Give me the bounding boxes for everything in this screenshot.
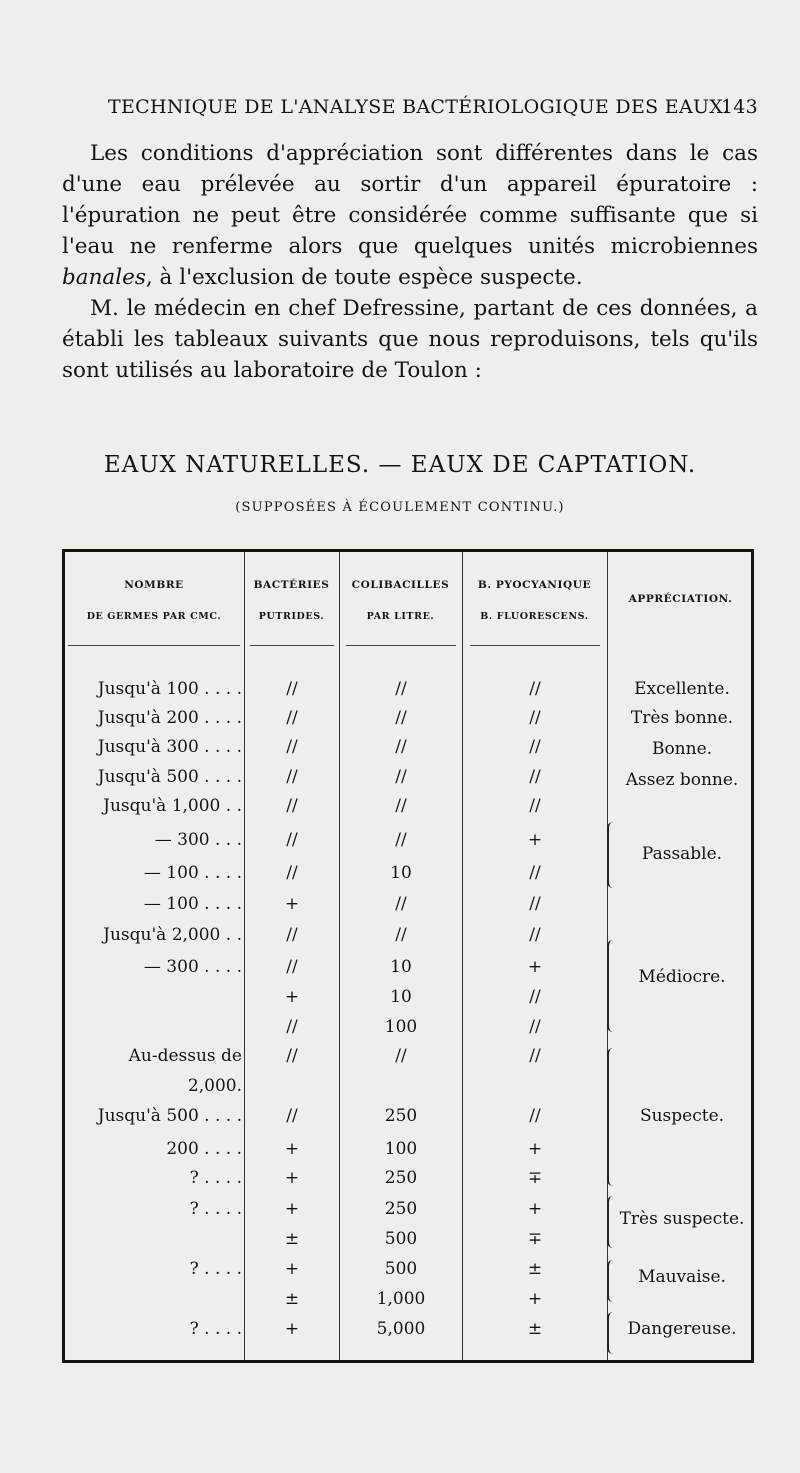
group-brace (607, 1048, 615, 1186)
table-cell-germes: Jusqu'à 200 . . . . (97, 708, 242, 728)
header-coli-line2: PAR LITRE. (366, 611, 435, 622)
group-brace (607, 822, 615, 888)
table-cell-coli: 250 (384, 1199, 418, 1219)
table-cell-coli: 5,000 (376, 1319, 426, 1339)
table-cell-pyo: // (529, 925, 541, 945)
header-pyocyanique (462, 578, 607, 624)
table-cell-germes: ? . . . . (189, 1199, 242, 1219)
appreciation-label: Dangereuse. (627, 1319, 737, 1339)
table-subtitle: (SUPPOSÉES À ÉCOULEMENT CONTINU.) (235, 500, 565, 515)
table-cell-coli: 250 (384, 1106, 418, 1126)
table-cell-putrides: + (284, 987, 300, 1007)
table-cell-germes: Jusqu'à 100 . . . . (97, 679, 242, 699)
header-rule (346, 645, 456, 646)
table-cell-putrides: // (286, 1106, 298, 1126)
header-rule (250, 645, 334, 646)
table-cell-putrides: // (286, 925, 298, 945)
table-cell-germes: — 100 . . . . (143, 894, 242, 914)
table-cell-putrides: // (286, 679, 298, 699)
header-putrides-line2: PUTRIDES. (258, 611, 325, 622)
table-cell-germes: Jusqu'à 1,000 . . (103, 796, 242, 816)
appreciation-label: Passable. (641, 844, 723, 864)
table-cell-coli: // (395, 925, 407, 945)
table-cell-germes: ? . . . . (189, 1259, 242, 1279)
table-cell-pyo: // (529, 987, 541, 1007)
table-cell-putrides: // (286, 708, 298, 728)
table-cell-putrides: // (286, 1017, 298, 1037)
table-cell-pyo: + (527, 1289, 543, 1309)
table-cell-pyo: + (527, 1199, 543, 1219)
table-cell-pyo: // (529, 767, 541, 787)
running-title: TECHNIQUE DE L'ANALYSE BACTÉRIOLOGIQUE DES EAUX. (108, 96, 730, 118)
header-coli-line1: COLIBACILLES (351, 579, 450, 591)
table-cell-germes: — 300 . . . . (143, 957, 242, 977)
paragraph-2: M. le médecin en chef Defressine, partant de ces données, a établi les tableaux suivants que nous reproduisons, tels qu'ils sont utilisés au laboratoire de Toulon : (62, 296, 758, 383)
header-appreciation-line1: APPRÉCIATION. (628, 593, 733, 605)
table-cell-coli: 1,000 (376, 1289, 426, 1309)
appreciation-label: Très suspecte. (619, 1209, 745, 1229)
header-pyocyanique-line1: B. PYOCYANIQUE (477, 579, 592, 591)
table-cell-putrides: // (286, 863, 298, 883)
table-cell-pyo: ± (527, 1259, 543, 1279)
header-germes-line2: DE GERMES PAR CMC. (86, 611, 222, 622)
table-cell-germes: Jusqu'à 300 . . . . (97, 737, 242, 757)
table-cell-coli: // (395, 737, 407, 757)
table-cell-coli: 500 (384, 1259, 418, 1279)
table-cell-putrides: // (286, 830, 298, 850)
table-cell-pyo: + (527, 957, 543, 977)
table-cell-putrides: + (284, 1259, 300, 1279)
table-cell-putrides: // (286, 767, 298, 787)
paragraph-1-start: Les conditions d'appréciation sont différentes dans le cas d'une eau prélevée au sortir d'un appareil épuratoire : l'épuration ne peut être considérée comme suffisante que si l'eau ne renferme alors que quelques unités microbiennes (62, 141, 758, 259)
table-cell-pyo: ∓ (527, 1229, 543, 1249)
header-appreciation (607, 592, 754, 606)
table-cell-germes: Jusqu'à 500 . . . . (97, 767, 242, 787)
table-cell-coli: // (395, 679, 407, 699)
table-cell-pyo: // (529, 1106, 541, 1126)
table-cell-pyo: // (529, 708, 541, 728)
header-rule (68, 645, 240, 646)
table-cell-pyo: + (527, 1139, 543, 1159)
appreciation-label: Suspecte. (639, 1106, 725, 1126)
table-cell-germes: Jusqu'à 2,000 . . (103, 925, 242, 945)
table-cell-coli: 10 (390, 863, 412, 883)
table-cell-putrides: + (284, 1319, 300, 1339)
table-cell-pyo: // (529, 894, 541, 914)
table-cell-pyo: // (529, 863, 541, 883)
column-divider (462, 552, 463, 1360)
table-cell-pyo: // (529, 1046, 541, 1066)
table-cell-pyo: // (529, 737, 541, 757)
paragraph-1-emphasis: banales (62, 265, 146, 290)
header-rule (470, 645, 600, 646)
page-number: 143 (720, 96, 758, 118)
table-cell-putrides: // (286, 1046, 298, 1066)
group-brace (607, 940, 615, 1032)
body-text (62, 138, 758, 386)
table-cell-putrides: // (286, 796, 298, 816)
table-cell-putrides: + (284, 1199, 300, 1219)
header-germes (64, 578, 244, 624)
table-cell-germes: 2,000. (187, 1076, 242, 1096)
appreciation-label: Excellente. (634, 679, 730, 699)
group-brace (607, 1196, 615, 1248)
table-cell-pyo: ∓ (527, 1168, 543, 1188)
table-cell-coli: 10 (390, 957, 412, 977)
header-pyocyanique-line2: B. FLUORESCENS. (480, 611, 589, 622)
table-cell-germes: Jusqu'à 500 . . . . (97, 1106, 242, 1126)
table-cell-germes: — 100 . . . . (143, 863, 242, 883)
paragraph-1 (62, 138, 758, 293)
appreciation-label: Assez bonne. (625, 770, 739, 790)
table-cell-putrides: ± (284, 1229, 300, 1249)
table-cell-pyo: // (529, 796, 541, 816)
header-germes-line1: NOMBRE (124, 579, 184, 591)
appreciation-label: Très bonne. (630, 708, 734, 728)
table-cell-germes: Au-dessus de (128, 1046, 242, 1066)
table-cell-germes: — 300 . . . (154, 830, 242, 850)
table-cell-coli: 100 (384, 1139, 418, 1159)
table-cell-pyo: ± (527, 1319, 543, 1339)
table-cell-pyo: // (529, 679, 541, 699)
table-cell-putrides: ± (284, 1289, 300, 1309)
table-cell-coli: 250 (384, 1168, 418, 1188)
table-cell-putrides: // (286, 737, 298, 757)
table-cell-germes: 200 . . . . (166, 1139, 242, 1159)
table-cell-coli: // (395, 708, 407, 728)
table-cell-germes: ? . . . . (189, 1319, 242, 1339)
table-cell-coli: // (395, 830, 407, 850)
table-cell-coli: // (395, 796, 407, 816)
paragraph-1-end: , à l'exclusion de toute espèce suspecte. (145, 265, 583, 290)
table-cell-pyo: + (527, 830, 543, 850)
table-cell-germes: ? . . . . (189, 1168, 242, 1188)
table-cell-coli: 500 (384, 1229, 418, 1249)
table-cell-coli: // (395, 894, 407, 914)
table-cell-coli: // (395, 767, 407, 787)
table-cell-putrides: // (286, 957, 298, 977)
table-cell-coli: 100 (384, 1017, 418, 1037)
table-cell-putrides: + (284, 1168, 300, 1188)
group-brace (607, 1260, 615, 1302)
header-putrides-line1: BACTÉRIES (253, 579, 330, 591)
header-coli (339, 578, 462, 624)
table-cell-pyo: // (529, 1017, 541, 1037)
table-cell-coli: // (395, 1046, 407, 1066)
header-putrides (244, 578, 339, 624)
appreciation-label: Médiocre. (638, 967, 726, 987)
appreciation-label: Bonne. (651, 739, 713, 759)
table-title: EAUX NATURELLES. — EAUX DE CAPTATION. (103, 452, 697, 478)
table-cell-putrides: + (284, 1139, 300, 1159)
table-cell-putrides: + (284, 894, 300, 914)
running-head (108, 96, 758, 118)
column-divider (244, 552, 245, 1360)
appreciation-label: Mauvaise. (638, 1267, 726, 1287)
group-brace (607, 1312, 615, 1354)
table-cell-coli: 10 (390, 987, 412, 1007)
